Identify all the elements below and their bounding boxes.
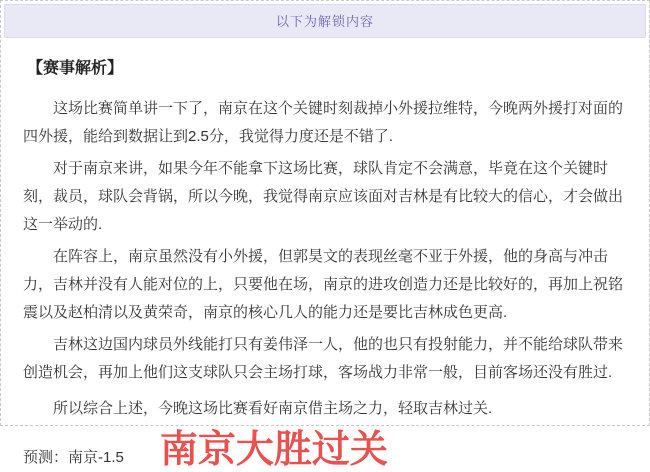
prediction-label: 预测：南京-1.5 xyxy=(23,449,124,466)
unlock-banner-text: 以下为解锁内容 xyxy=(275,14,374,29)
unlock-banner xyxy=(4,4,646,38)
prediction-row xyxy=(23,431,629,472)
analysis-paragraph-5: 所以综合上述，今晚这场比赛看好南京借主场之力，轻取吉林过关. xyxy=(53,400,493,417)
analysis-paragraph-1: 这场比赛简单讲一下了，南京在这个关键时刻裁掉小外援拉维特，今晚两外援打对面的四外援，能给到数据让到2.5分，我觉得力度还是不错了. xyxy=(23,100,624,145)
analysis-paragraph-2: 对于南京来讲，如果今年不能拿下这场比赛，球队肯定不会满意，毕竟在这个关键时刻，裁员，球队会背锅，所以今晚，我觉得南京应该面对吉林是有比较大的信心，才会做出这一举动的. xyxy=(23,160,624,233)
article-content xyxy=(1,38,649,472)
analysis-paragraph-3: 在阵容上，南京虽然没有小外援，但郭昊文的表现丝毫不亚于外援，他的身高与冲击力，吉林并没有人能对位的上，只要他在场，南京的进攻创造力还是比较好的，再加上祝铭震以及赵柏清以及黄荣奇，南京的核心几人的能力还是要比吉林成色更高. xyxy=(23,248,624,321)
analysis-paragraph-4: 吉林这边国内球员外线能打只有姜伟泽一人，他的也只有投射能力，并不能给球队带来创造机会，再加上他们这支球队只会主场打球，客场战力非常一般，目前客场还没有胜过. xyxy=(23,336,624,381)
prediction-highlight: 南京大胜过关 xyxy=(159,429,388,471)
section-title: 【赛事解析】 xyxy=(27,60,124,77)
